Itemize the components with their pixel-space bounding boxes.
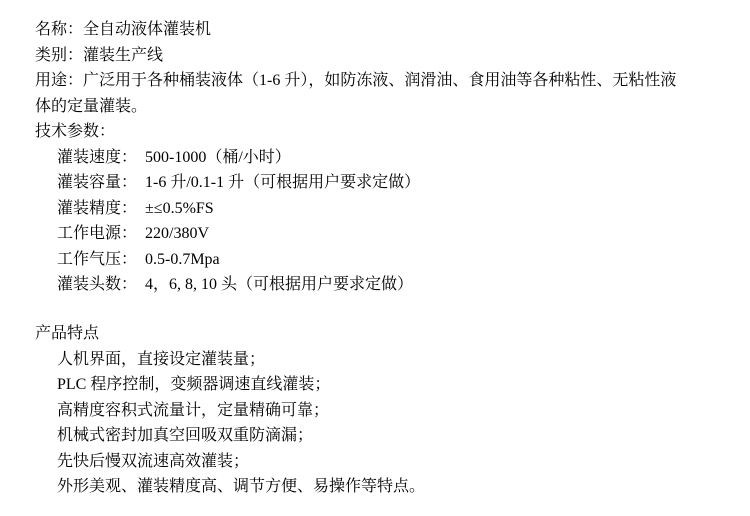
features-heading: 产品特点 <box>35 325 100 342</box>
feature-item-seal: 机械式密封加真空回吸双重防滴漏； <box>57 427 314 444</box>
param-label: 灌装容量： <box>57 174 138 191</box>
param-value: 4，6, 8, 10 头（可根据用户要求定做） <box>145 276 414 293</box>
param-value: 500-1000（桶/小时） <box>145 148 291 166</box>
product-category-label: 类别： <box>35 46 84 64</box>
product-usage-label: 用途： <box>35 72 84 89</box>
param-value: 220/380V <box>145 225 209 242</box>
param-row-filling-capacity <box>35 170 735 196</box>
product-category-value: 灌装生产线 <box>83 46 164 64</box>
product-usage-line-1 <box>35 68 735 94</box>
param-label: 工作气压： <box>57 250 138 268</box>
param-row-working-air-pressure <box>35 247 735 273</box>
product-name-value: 全自动液体灌装机 <box>83 21 212 38</box>
product-usage-line-2 <box>35 94 735 120</box>
param-row-filling-heads <box>35 272 735 298</box>
section-gap <box>35 298 735 322</box>
product-name-line <box>35 17 735 43</box>
param-value: 1-6 升/0.1-1 升（可根据用户要求定做） <box>145 174 421 191</box>
feature-item-hmi: 人机界面，直接设定灌装量； <box>57 350 266 368</box>
feature-item-dual-speed: 先快后慢双流速高效灌装； <box>57 452 250 470</box>
product-name-label: 名称： <box>35 21 84 38</box>
product-spec-document <box>35 17 735 500</box>
param-value: 0.5-0.7Mpa <box>145 250 220 268</box>
product-category-line <box>35 43 735 69</box>
param-label: 灌装头数： <box>57 276 138 293</box>
param-label: 灌装精度： <box>57 199 138 217</box>
param-value: ±≤0.5%FS <box>145 199 214 217</box>
product-usage-text-2: 体的定量灌装。 <box>35 97 148 115</box>
param-row-filling-speed <box>35 145 735 171</box>
param-label: 工作电源： <box>57 225 138 242</box>
param-row-working-power <box>35 221 735 247</box>
feature-item-flowmeter: 高精度容积式流量计，定量精确可靠； <box>57 401 330 419</box>
param-label: 灌装速度： <box>57 148 138 166</box>
product-usage-text-1: 广泛用于各种桶装液体（1-6 升），如防冻液、润滑油、食用油等各种粘性、无粘性液 <box>83 72 677 89</box>
param-row-filling-precision <box>35 196 735 222</box>
feature-item-plc: PLC 程序控制，变频器调速直线灌装； <box>57 376 331 393</box>
feature-item-appearance: 外形美观、灌装精度高、调节方便、易操作等特点。 <box>57 478 426 495</box>
tech-params-heading: 技术参数： <box>35 123 116 140</box>
